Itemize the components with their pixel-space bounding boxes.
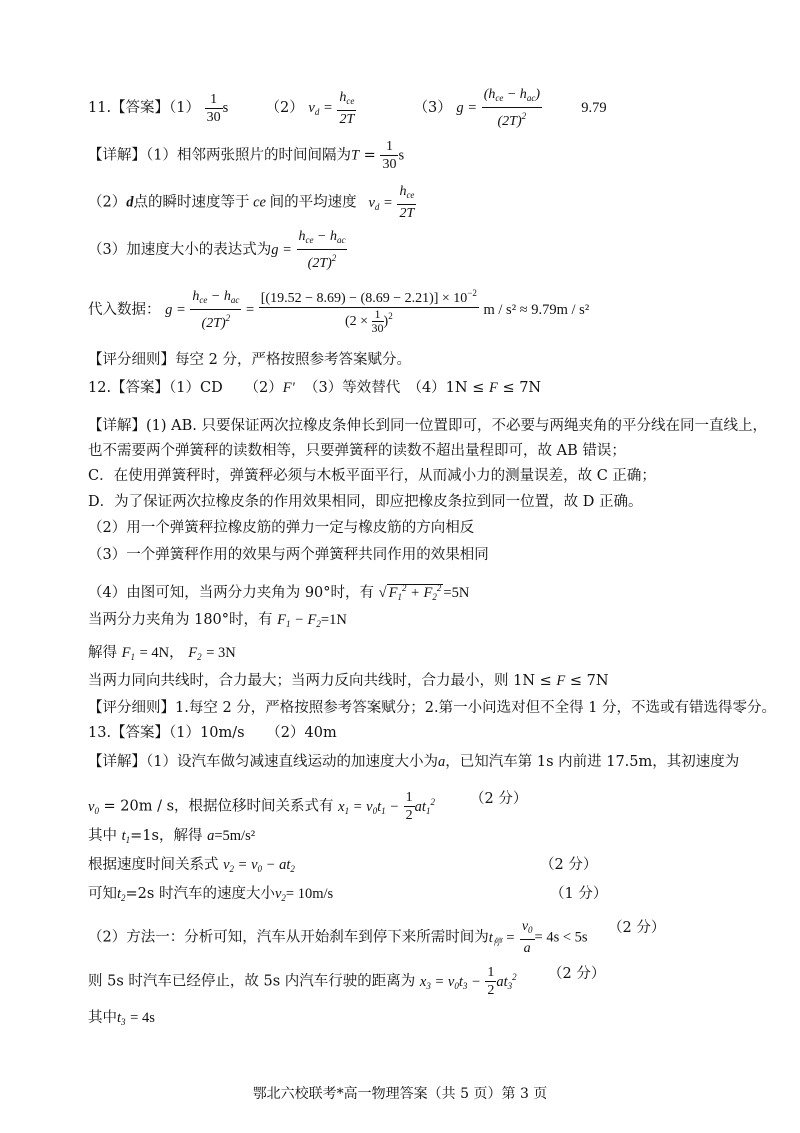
q13-detail-4: 根据速度时间关系式 $v_2 = v_0 - at_2$ <box>88 857 295 874</box>
q12-detail-6: （3）一个弹簧秤作用的效果与两个弹簧秤共同作用的效果相同 <box>88 547 489 563</box>
q13-detail-7: 则 5s 时汽车已经停止，故 5s 内汽车行驶的距离为 $x_3 = v_0t_3$ − $\frac{1}{2}$ $at_3^2$ <box>88 965 517 998</box>
page-footer: 鄂北六校联考*高一物理答案（共 5 页）第 3 页 <box>252 1086 548 1102</box>
q11-detail-2: （2）d点的瞬时速度等于 ce 间的平均速度 $v_d$ = $\frac{h_{ce}}{2T}$ <box>88 184 415 221</box>
q11-sub-fraction: $[(19.52 - 8.69) - (8.69 - 2.21)] \times 10^{-2}$ (2 × $\frac{1}{30}$ )$^2$ <box>259 285 479 335</box>
q13-detail-1: 【详解】（1）设汽车做匀减速直线运动的加速度大小为a，已知汽车第 1s 内前进 17.5m，其初速度为 <box>88 754 740 770</box>
q12-detail-5: （2）用一个弹簧秤拉橡皮筋的弹力一定与橡皮筋的方向相反 <box>88 520 475 536</box>
q12-detail-9: 解得 $F_1 = 4N$， $F_2 = 3N$ <box>88 645 236 662</box>
q12-answer-line: 12.【答案】（1）CD （2）F′ （3）等效替代 （4）1N ≤ F ≤ 7N <box>88 380 542 396</box>
q13-detail-6: （2）方法一：分析可知，汽车从开始刹车到停下来所需时间为$t_停$ = $\frac{v_0}{a}$ = 4s < 5s <box>88 919 588 956</box>
q13-answer-line: 13.【答案】（1）10m/s （2）40m <box>88 725 337 741</box>
q13-detail-2: $v_0 = 20m / s$，根据位移时间关系式有 $x_1 = v_0t_1$ − $\frac{1}{2}$ $at_1^2$ <box>88 790 435 823</box>
q13-score-3: （1 分） <box>550 886 608 902</box>
q11-substitution: 代入数据： g = $\frac{h_{ce} - h_{ac}}{(2T)^2}$ = $[(19.52 - 8.69) - (8.69 - 2.21)] \times 10^{-2}$ (2 × $\frac{1}{30}$ )$^2$ m / s² ≈ 9.79m / s² <box>88 285 589 335</box>
q11-scoring: 【评分细则】每空 2 分，严格按照参考答案赋分。 <box>88 352 411 368</box>
q11-a3-fraction: $\frac{(h_{ce} - h_{ac})}{(2T)^2}$ <box>483 87 540 129</box>
q12-detail-7: （4）由图可知，当两分力夹角为 90°时，有 √ $F_1^2 + F_2^2 =5N$ <box>88 583 470 602</box>
q13-detail-8: 其中$t_3 = 4s$ <box>88 1010 155 1027</box>
q11-a4-value: 9.79 <box>581 100 607 116</box>
q13-detail-3: 其中 $t_1=1s$，解得 a=5m/s² <box>88 828 256 845</box>
q13-score-4: （2 分） <box>608 920 666 936</box>
q12-detail-8: 当两分力夹角为 180°时，有 $F_1 - F_2=1N$ <box>88 612 347 629</box>
q12-detail-2: 也不需要两个弹簧秤的读数相等，只要弹簧秤的读数不超出量程即可，故 AB 错误； <box>88 443 626 459</box>
q12-detail-10: 当两力同向共线时，合力最大；当两力反向共线时，合力最小，则 1N ≤ F ≤ 7N <box>88 673 609 689</box>
q11-detail-1: 【详解】（1）相邻两张照片的时间间隔为T = $\frac{1}{30}$ s <box>88 139 405 172</box>
q11-answer-line: 11.【答案】（1） $\frac{1}{30}$ s （2） $v_d$ = $\frac{h_{ce}}{2T}$ （3） g = $\frac{(h_{ce} - h_{ac})}{(2T)^2}$ 9.79 <box>88 87 607 129</box>
q11-a2-fraction: $\frac{h_{ce}}{2T}$ <box>339 89 355 127</box>
q11-a1-fraction: $\frac{1}{30}$ <box>206 91 221 125</box>
q13-score-5: （2 分） <box>548 966 606 982</box>
q13-detail-5: 可知$t_2=2s$ 时汽车的速度大小$v_2= 10m/s$ <box>88 886 334 903</box>
q11-detail-3: （3）加速度大小的表达式为g = $\frac{h_{ce} - h_{ac}}{(2T)^2}$ <box>88 229 346 271</box>
q13-score-1: （2 分） <box>470 791 528 807</box>
q12-detail-1: 【详解】(1) AB. 只要保证两次拉橡皮条伸长到同一位置即可，不必要与两绳夹角的平分线在同一直线上， <box>88 418 767 434</box>
q13-score-2: （2 分） <box>540 857 598 873</box>
q12-scoring: 【评分细则】1.每空 2 分，严格按照参考答案赋分；2.第一小问选对但不全得 1 分，不选或有错选得零分。 <box>88 700 777 716</box>
q12-detail-4: D．为了保证两次拉橡皮条的作用效果相同，即应把橡皮条拉到同一位置，故 D 正确。 <box>88 494 643 510</box>
q11-answer-head: 11.【答案】（1） <box>88 100 201 116</box>
q12-detail-3: C．在使用弹簧秤时，弹簧秤必须与木板平面平行，从而减小力的测量误差，故 C 正确； <box>88 468 656 484</box>
